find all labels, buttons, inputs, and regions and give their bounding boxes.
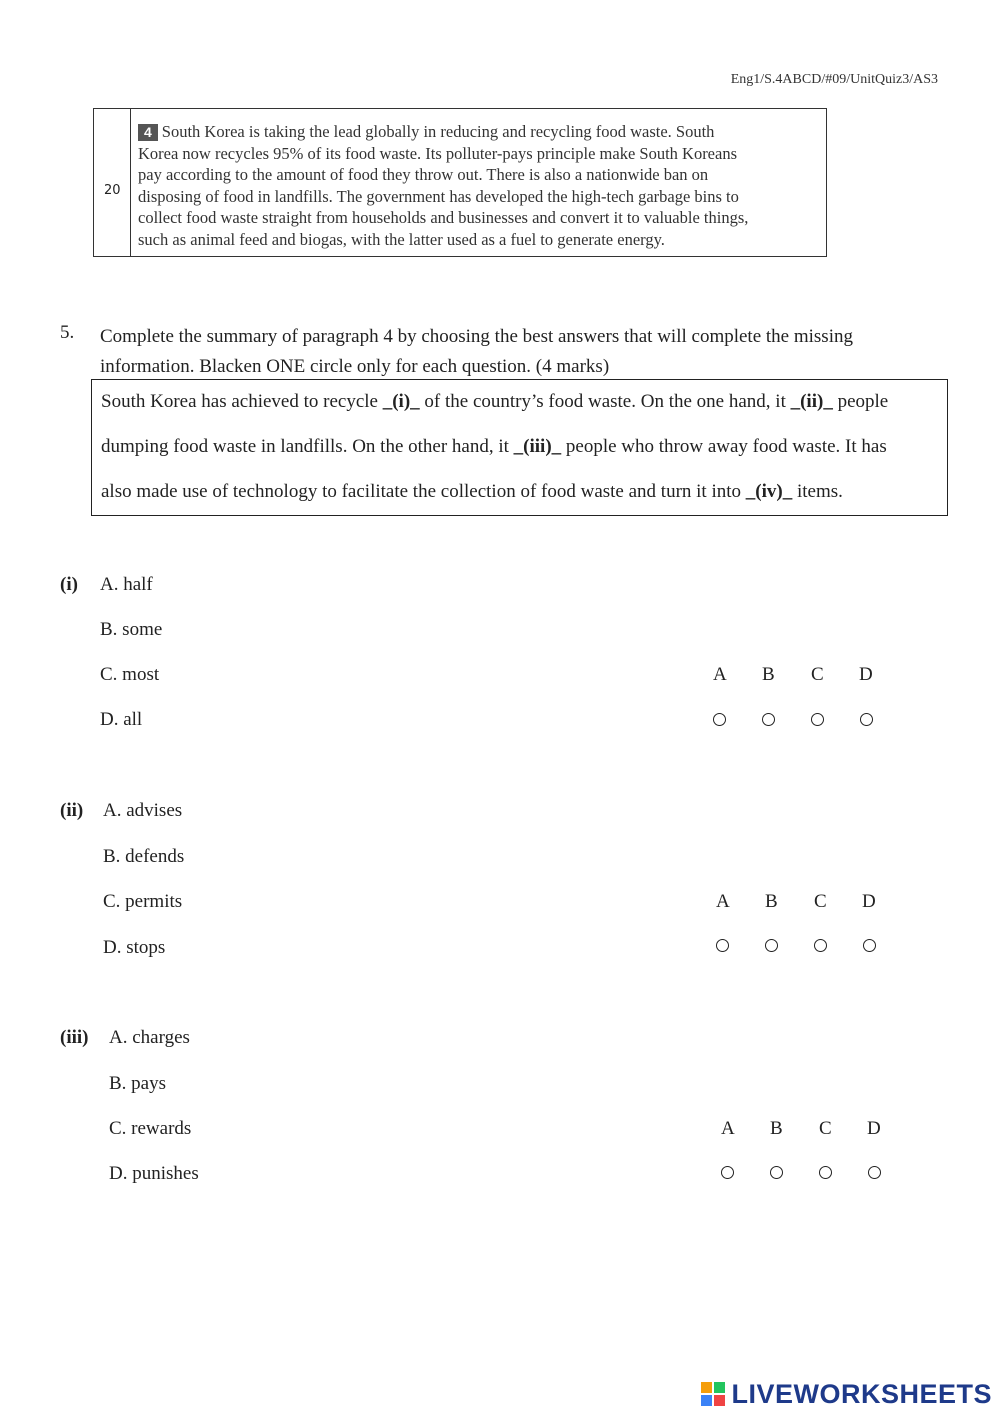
summary-line-3: also made use of technology to facilitate the collection of food waste and turn it into _(iv)_ items. <box>101 481 843 502</box>
passage-box <box>93 108 827 257</box>
answer-circle-iii-d[interactable] <box>868 1166 881 1179</box>
answer-letter-d: D <box>859 664 873 685</box>
passage-line: pay according to the amount of food they throw out. There is also a nationwide ban on <box>138 165 709 185</box>
option-iii-d: D. punishes <box>109 1163 199 1184</box>
option-ii-d: D. stops <box>103 937 166 958</box>
line-number: 20 <box>104 183 121 198</box>
passage-line: such as animal feed and biogas, with the latter used as a fuel to generate energy. <box>138 229 665 249</box>
paragraph-badge: 4 <box>138 124 158 141</box>
passage-line: disposing of food in landfills. The government has developed the high-tech garbage bins to <box>138 186 739 206</box>
option-i-b: B. some <box>100 619 163 640</box>
summary-line-1: South Korea has achieved to recycle _(i)_ of the country’s food waste. On the one hand, it _(ii)_ people <box>101 391 889 412</box>
answer-circle-ii-d[interactable] <box>863 939 876 952</box>
question-instructions <box>100 322 940 382</box>
instruction-line-2: information. Blacken ONE circle only for each question. (4 marks) <box>100 356 610 377</box>
option-ii-a: A. advises <box>103 800 183 821</box>
passage-line: collect food waste straight from households and businesses and convert it to valuable things, <box>138 208 749 228</box>
answer-letter-a: A <box>716 891 730 912</box>
answer-letter-b: B <box>762 664 775 685</box>
answer-letter-b: B <box>765 891 778 912</box>
answer-circle-iii-c[interactable] <box>819 1166 832 1179</box>
item-label-iii: (iii) <box>60 1027 89 1048</box>
instruction-line-1: Complete the summary of paragraph 4 by choosing the best answers that will complete the missing <box>100 326 853 347</box>
answer-circle-ii-c[interactable] <box>814 939 827 952</box>
summary-line-2: dumping food waste in landfills. On the other hand, it _(iii)_ people who throw away food waste. It has <box>101 436 887 457</box>
passage-text <box>138 121 818 251</box>
option-i-a: A. half <box>100 574 153 595</box>
answer-circle-i-d[interactable] <box>860 713 873 726</box>
answer-circle-iii-b[interactable] <box>770 1166 783 1179</box>
answer-letter-d: D <box>867 1118 881 1139</box>
option-iii-a: A. charges <box>109 1027 190 1048</box>
option-iii-c: C. rewards <box>109 1118 192 1139</box>
document-code: Eng1/S.4ABCD/#09/UnitQuiz3/AS3 <box>730 72 938 87</box>
logo-text: LIVEWORKSHEETS <box>731 1379 992 1409</box>
logo-mark-icon <box>701 1382 727 1408</box>
answer-circle-i-c[interactable] <box>811 713 824 726</box>
answer-circle-i-a[interactable] <box>713 713 726 726</box>
blank-i: _(i)_ <box>382 391 420 412</box>
answer-letter-c: C <box>814 891 827 912</box>
option-i-d: D. all <box>100 709 143 730</box>
option-ii-c: C. permits <box>103 891 183 912</box>
liveworksheets-logo <box>701 1379 992 1410</box>
answer-circle-iii-a[interactable] <box>721 1166 734 1179</box>
item-label-i: (i) <box>60 574 78 595</box>
passage-line: 4 South Korea is taking the lead globally in reducing and recycling food waste. South <box>138 121 818 143</box>
blank-iii: _(iii)_ <box>513 436 562 457</box>
option-i-c: C. most <box>100 664 160 685</box>
answer-letter-d: D <box>862 891 876 912</box>
blank-ii: _(ii)_ <box>790 391 833 412</box>
answer-circle-i-b[interactable] <box>762 713 775 726</box>
answer-letter-a: A <box>721 1118 735 1139</box>
answer-letter-a: A <box>713 664 727 685</box>
passage-line: Korea now recycles 95% of its food waste. Its polluter-pays principle make South Koreans <box>138 143 738 163</box>
answer-letter-c: C <box>811 664 824 685</box>
answer-letter-c: C <box>819 1118 832 1139</box>
answer-circle-ii-b[interactable] <box>765 939 778 952</box>
option-iii-b: B. pays <box>109 1073 166 1094</box>
blank-iv: _(iv)_ <box>745 481 793 502</box>
item-label-ii: (ii) <box>60 800 84 821</box>
answer-circle-ii-a[interactable] <box>716 939 729 952</box>
answer-letter-b: B <box>770 1118 783 1139</box>
question-number: 5. <box>60 322 75 343</box>
option-ii-b: B. defends <box>103 846 185 867</box>
summary-box <box>91 379 948 516</box>
